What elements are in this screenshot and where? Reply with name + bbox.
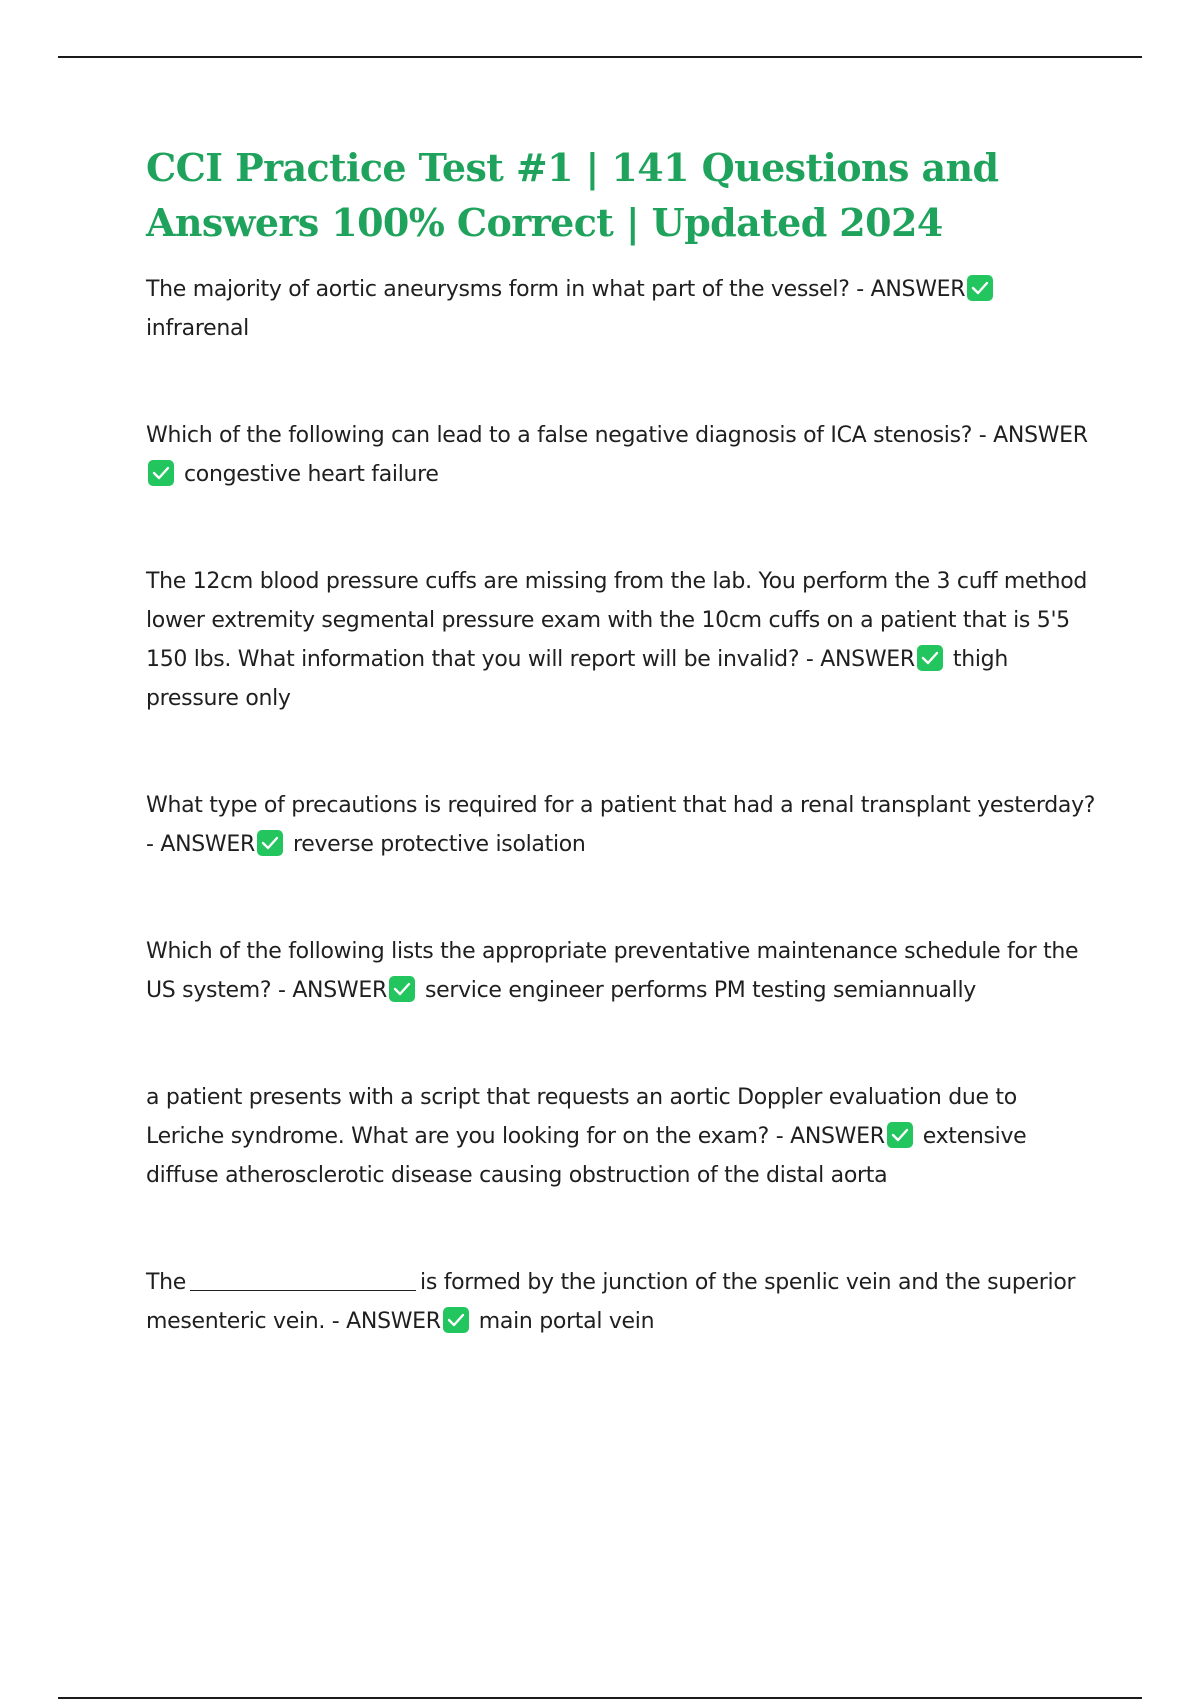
qa-item-7 <box>146 1263 1096 1341</box>
answer-label: ANSWER <box>870 277 966 302</box>
check-mark-icon <box>887 1122 913 1148</box>
qa-item-6 <box>146 1078 1096 1195</box>
answer-text: main portal vein <box>478 1309 655 1334</box>
bottom-rule <box>58 1697 1142 1699</box>
answer-text: infrarenal <box>146 316 249 341</box>
question-text: What type of precautions is required for a patient that had a renal transplant yesterday? - <box>146 793 1096 857</box>
qa-item-3 <box>146 562 1096 718</box>
answer-label: ANSWER <box>790 1124 885 1149</box>
check-mark-icon <box>967 275 993 301</box>
check-mark-icon <box>148 460 174 486</box>
document-title: CCI Practice Test #1 | 141 Questions and Answers 100% Correct | Updated 2024 <box>146 145 999 245</box>
question-text: a patient presents with a script that requests an aortic Doppler evaluation due to Leriche syndrome. What are you looking for on the exam? - <box>146 1085 1017 1149</box>
question-text: The 12cm blood pressure cuffs are missing from the lab. You perform the 3 cuff method lower extremity segmental pressure exam with the 10cm cuffs on a patient that is 5'5 150 lbs. What information that you will report will be invalid? - <box>146 569 1088 672</box>
qa-item-2 <box>146 416 1096 494</box>
answer-text: service engineer performs PM testing semiannually <box>424 978 977 1003</box>
document-body <box>146 140 1096 1341</box>
check-mark-icon <box>257 830 283 856</box>
answer-text: reverse protective isolation <box>292 832 586 857</box>
fill-in-blank-line <box>190 1268 416 1291</box>
check-mark-icon <box>443 1307 469 1333</box>
answer-text: extensive diffuse atherosclerotic disease causing obstruction of the distal aorta <box>146 1124 1027 1188</box>
check-mark-icon <box>917 645 943 671</box>
answer-label: ANSWER <box>160 832 255 857</box>
qa-item-4 <box>146 786 1096 864</box>
question-text-start: The <box>146 1270 187 1295</box>
question-text: Which of the following can lead to a false negative diagnosis of ICA stenosis? - <box>146 423 987 448</box>
answer-label: ANSWER <box>820 647 915 672</box>
answer-label: ANSWER <box>346 1309 441 1334</box>
question-text-end: is formed by the junction of the spenlic vein and the superior mesenteric vein. - <box>146 1270 1076 1334</box>
answer-text: congestive heart failure <box>184 462 439 487</box>
qa-item-5 <box>146 932 1096 1010</box>
question-text: The majority of aortic aneurysms form in what part of the vessel? - <box>146 277 864 302</box>
question-text: Which of the following lists the appropriate preventative maintenance schedule for the US system? - <box>146 939 1079 1003</box>
check-mark-icon <box>389 976 415 1002</box>
top-rule <box>58 56 1142 58</box>
answer-label: ANSWER <box>292 978 387 1003</box>
answer-text: thigh pressure only <box>146 647 1008 711</box>
answer-label: ANSWER <box>993 423 1088 448</box>
qa-item-1 <box>146 270 1096 348</box>
